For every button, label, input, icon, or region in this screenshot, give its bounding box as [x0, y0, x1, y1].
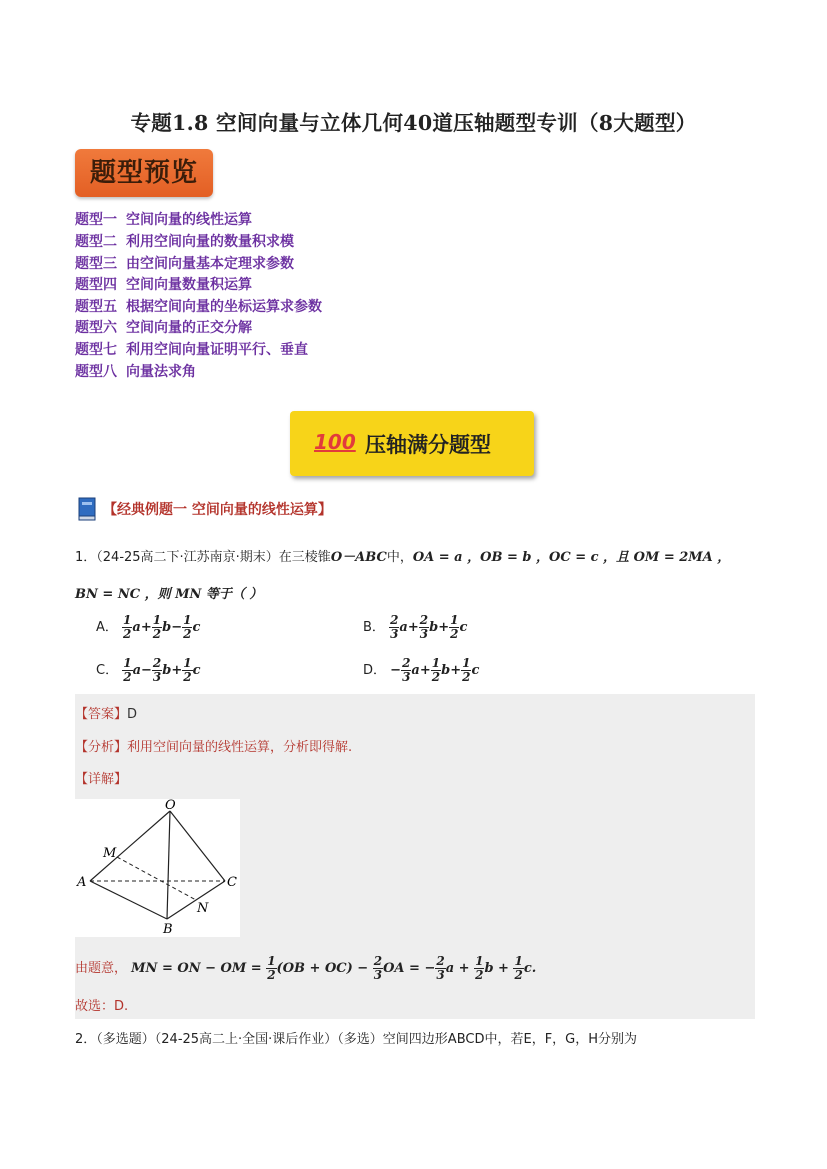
tetrahedron-diagram [75, 799, 240, 937]
answer-value: D [127, 707, 138, 722]
label-a: A [77, 875, 87, 890]
label-n: N [197, 901, 209, 916]
question-1-line1: 1．（24-25高二下·江苏南京·期末）在三棱锥O－ABC中，OA = a ，OB = b ，OC = c ，且 OM = 2MA ， [75, 550, 731, 565]
page-title: 专题1.8 空间向量与立体几何40道压轴题型专训（8大题型） [130, 111, 697, 135]
label-c: C [227, 875, 237, 890]
banner-label: 压轴满分题型 [365, 433, 491, 457]
question-2-line1: 2．（多选题）（24-25高二上·全国·课后作业）（多选）空间四边形ABCD中，若E，F，G，H分别为 [75, 1032, 638, 1047]
tetrahedron-name: O－ABC [330, 550, 387, 565]
toc-item[interactable]: 题型七 利用空间向量证明平行、垂直 [75, 342, 308, 358]
toc-item[interactable]: 题型三 由空间向量基本定理求参数 [75, 256, 294, 272]
label-o: O [165, 799, 176, 813]
tetrahedron-figure [75, 799, 240, 937]
derivation-line: 由题意， MN = ON − OM = $\frac{1}{2}$ (OB + OC) − $\frac{2}{3}$ OA = − $\frac{2}{3}$ a + $\frac{1}{2}$ b + $\frac{1}{2}$ c. [75, 954, 537, 982]
toc-item[interactable]: 题型一 空间向量的线性运算 [75, 212, 252, 228]
label-m: M [103, 846, 117, 861]
section-heading: 【经典例题一 空间向量的线性运算】 [103, 502, 332, 518]
preview-badge-label: 题型预览 [89, 158, 198, 188]
option-a[interactable]: A． $\frac{1}{2}$ a+ $\frac{1}{2}$ b− $\frac{1}{2}$ c [96, 613, 201, 641]
toc-item[interactable]: 题型四 空间向量数量积运算 [75, 277, 252, 293]
book-icon [76, 496, 98, 522]
preview-badge [75, 149, 213, 197]
answer-line: 【答案】D [75, 707, 138, 722]
toc-item[interactable]: 题型六 空间向量的正交分解 [75, 320, 252, 336]
question-1-line2: BN = NC ，则 MN 等于（ ） [75, 587, 263, 602]
toc-item[interactable]: 题型八 向量法求角 [75, 364, 196, 380]
conclusion-line: 故选：D. [75, 999, 129, 1014]
option-c[interactable]: C． $\frac{1}{2}$ a− $\frac{2}{3}$ b+ $\frac{1}{2}$ c [96, 656, 201, 684]
toc-item[interactable]: 题型五 根据空间向量的坐标运算求参数 [75, 299, 322, 315]
hundred-points-icon: 100 [314, 430, 356, 454]
section-banner [290, 411, 534, 476]
option-d[interactable]: D． − $\frac{2}{3}$ a+ $\frac{1}{2}$ b+ $\frac{1}{2}$ c [363, 656, 480, 684]
detail-label: 【详解】 [75, 772, 128, 787]
analysis-line: 【分析】利用空间向量的线性运算，分析即得解. [75, 740, 353, 755]
toc-item[interactable]: 题型二 利用空间向量的数量积求模 [75, 234, 294, 250]
question-1-conditions: OA = a ，OB = b ，OC = c ，且 OM = 2MA ， [412, 550, 731, 565]
label-b: B [163, 922, 173, 937]
option-b[interactable]: B． $\frac{2}{3}$ a+ $\frac{2}{3}$ b+ $\frac{1}{2}$ c [363, 613, 468, 641]
